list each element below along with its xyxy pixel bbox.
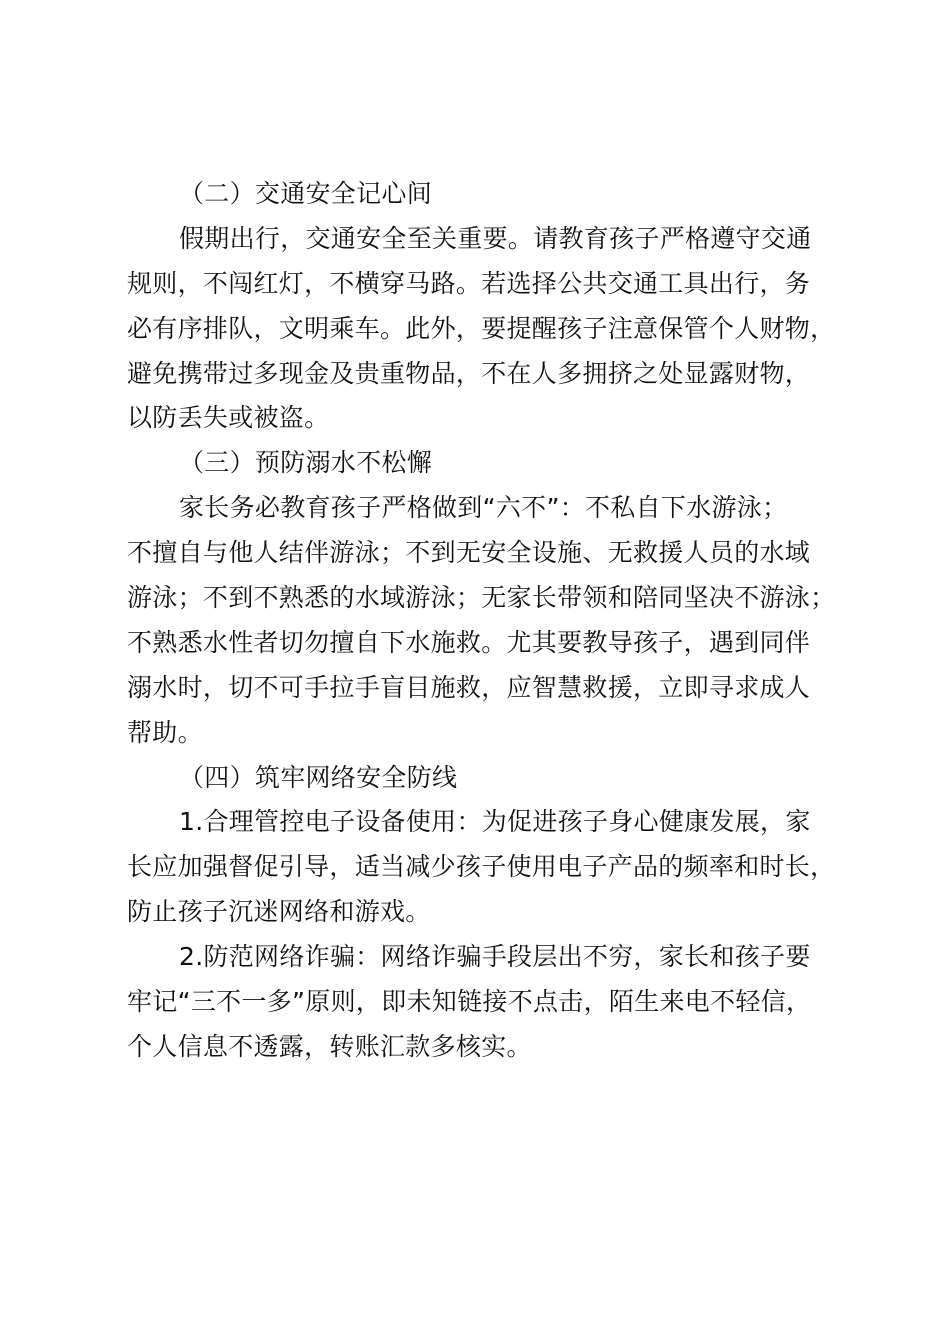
paragraph-line: 帮助。 [127,717,203,747]
paragraph-line: 不熟悉水性者切勿擅自下水施救。尤其要教导孩子，遇到同伴 [127,627,811,657]
paragraph-line: 溺水时，切不可手拉手盲目施救，应智慧救援，立即寻求成人 [127,672,811,702]
paragraph-line: 以防丢失或被盗。 [127,403,330,433]
paragraph-line: 牢记“三不一多”原则，即未知链接不点击，陌生来电不轻信， [127,987,812,1017]
section-heading-drowning: （三）预防溺水不松懈 [179,448,433,478]
paragraph-line: 个人信息不透露，转账汇款多核实。 [127,1031,532,1061]
paragraph-line: 假期出行，交通安全至关重要。请教育孩子严格遵守交通 [179,223,812,253]
paragraph-line: 避免携带过多现金及贵重物品，不在人多拥挤之处显露财物， [127,358,811,388]
section-heading-traffic: （二）交通安全记心间 [179,179,433,208]
paragraph-line: 1.合理管控电子设备使用：为促进孩子身心健康发展，家 [179,807,811,837]
document-body [127,172,863,1070]
paragraph-line: 游泳；不到不熟悉的水域游泳；无家长带领和陪同坚决不游泳； [127,583,836,613]
paragraph-line: 长应加强督促引导，适当减少孩子使用电子产品的频率和时长， [127,852,836,882]
paragraph-line: 家长务必教育孩子严格做到“六不”：不私自下水游泳； [179,493,788,523]
paragraph-line: 2.防范网络诈骗：网络诈骗手段层出不穷，家长和孩子要 [179,942,811,972]
paragraph-line: 不擅自与他人结伴游泳；不到无安全设施、无救援人员的水域 [127,538,811,568]
paragraph-line: 规则，不闯红灯，不横穿马路。若选择公共交通工具出行，务 [127,268,811,298]
section-heading-network: （四）筑牢网络安全防线 [179,762,458,792]
paragraph-line: 必有序排队，文明乘车。此外，要提醒孩子注意保管个人财物， [127,313,836,343]
paragraph-line: 防止孩子沉迷网络和游戏。 [127,897,431,927]
